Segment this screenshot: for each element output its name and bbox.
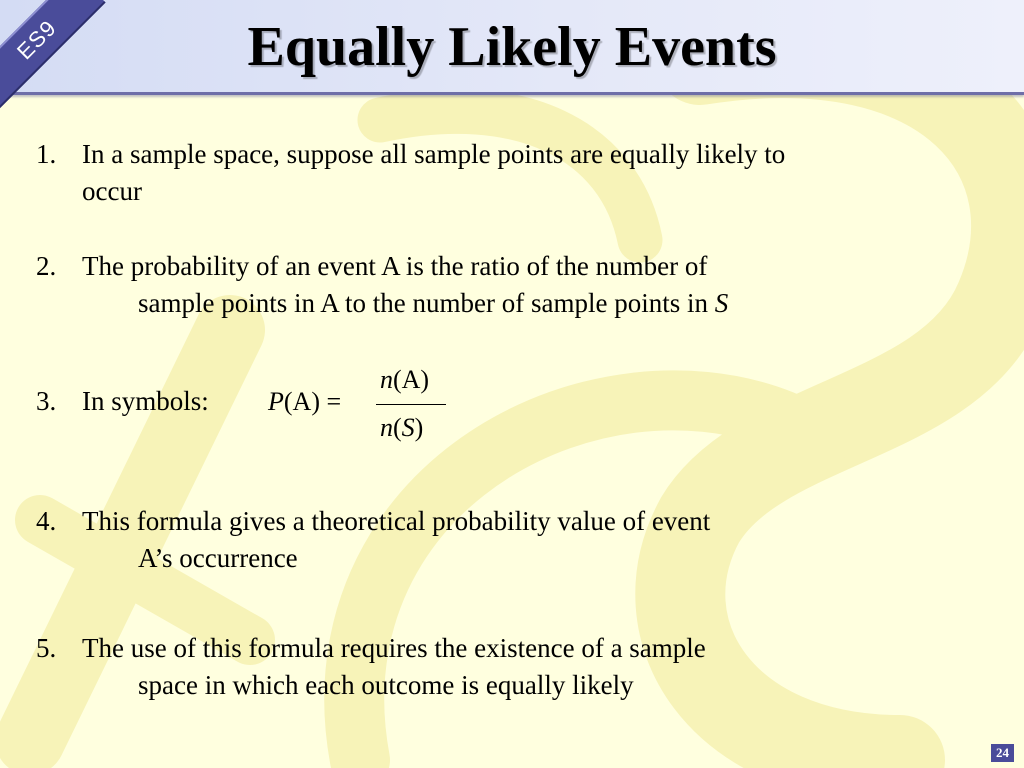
formula-lhs: [268, 387, 341, 417]
item-text-line2-main: sample points in A to the number of sample points in: [138, 288, 715, 318]
formula-lhs-arg: (A) =: [283, 387, 342, 416]
formula-numerator: [380, 365, 429, 395]
item-text-line1: The use of this formula requires the existence of a sample: [82, 633, 706, 663]
formula-denominator: [380, 413, 423, 443]
item-text-line2: A’s occurrence: [138, 543, 298, 573]
formula-denom-open: (: [393, 413, 402, 442]
item-text-line2: occur: [82, 176, 142, 206]
formula-denom-fn: n: [380, 413, 393, 442]
page-number: 24: [991, 744, 1014, 762]
badge-label: ES9: [12, 15, 62, 65]
fraction-bar: [376, 404, 446, 405]
item-text-line1: In a sample space, suppose all sample points are equally likely to: [82, 139, 786, 169]
item-text-line2-var: S: [714, 288, 729, 318]
item-text-line1: The probability of an event A is the ratio of the number of: [82, 251, 708, 281]
item-number: 5.: [36, 633, 57, 663]
formula-numer-fn: n: [380, 365, 393, 394]
formula-denom-var: S: [401, 413, 415, 442]
item-text-line2: [138, 285, 728, 322]
item-text-line1: In symbols:: [82, 386, 209, 416]
slide-title: Equally Likely Events: [247, 16, 777, 78]
title-bar: [0, 0, 1024, 95]
item-number: 2.: [36, 251, 57, 281]
formula-lhs-fn: P: [268, 387, 284, 416]
item-text-line2: space in which each outcome is equally likely: [138, 670, 634, 700]
item-text-line1: This formula gives a theoretical probability value of event: [82, 506, 711, 536]
formula-numer-arg: (A): [393, 365, 430, 394]
item-number: 4.: [36, 506, 57, 536]
item-number: 3.: [36, 386, 57, 416]
item-number: 1.: [36, 139, 57, 169]
formula-denom-close: ): [414, 413, 424, 442]
